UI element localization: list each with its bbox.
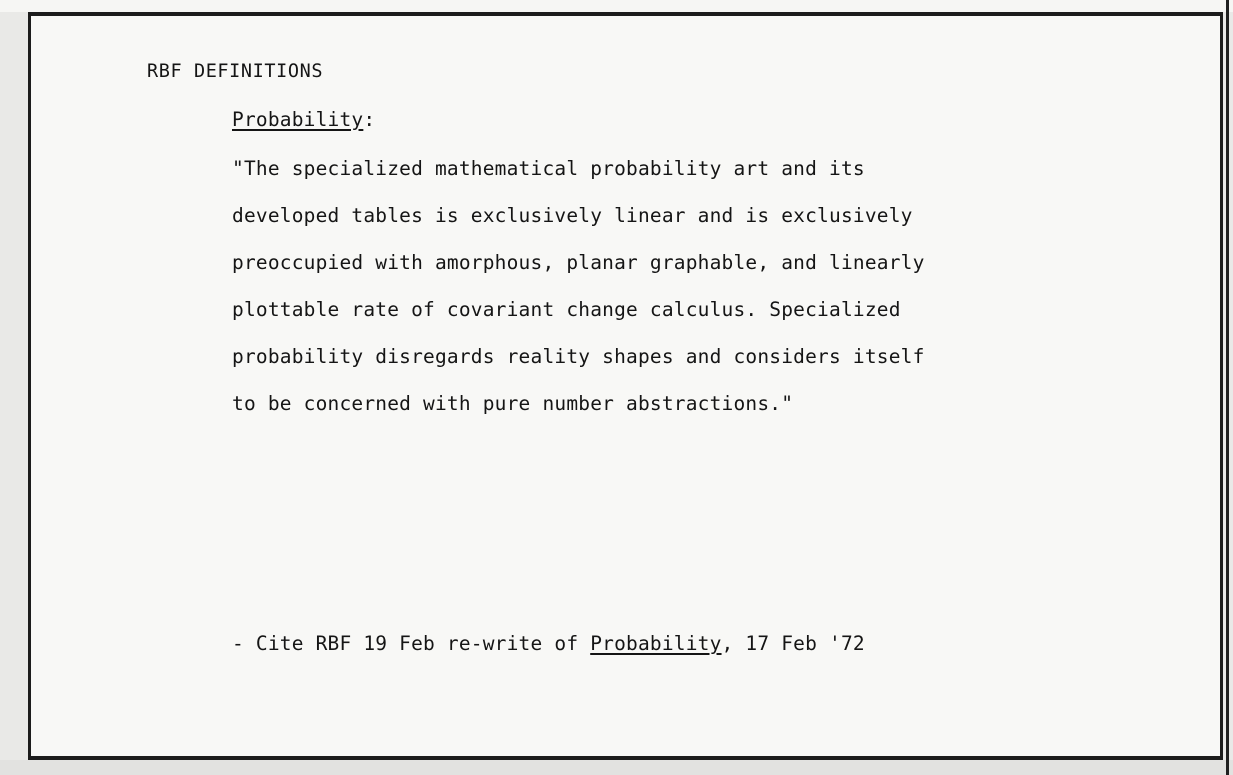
- scan-top-margin: [0, 0, 1233, 12]
- citation-title: Probability: [590, 632, 722, 655]
- quote-line: "The specialized mathematical probability art and its: [232, 157, 865, 180]
- scan-bottom-margin: [0, 760, 1233, 775]
- citation-suffix: , 17 Feb '72: [721, 632, 865, 655]
- definition-term-colon: :: [363, 108, 376, 131]
- definition-term: [232, 108, 375, 131]
- card-heading: RBF DEFINITIONS: [147, 61, 324, 82]
- card-right-edge: [1226, 0, 1229, 775]
- quote-line: developed tables is exclusively linear and is exclusively: [232, 204, 913, 227]
- citation-line: [232, 632, 865, 655]
- quote-line: to be concerned with pure number abstractions.": [232, 392, 794, 415]
- citation-prefix: - Cite RBF 19 Feb re-write of: [232, 632, 591, 655]
- index-card: [28, 12, 1223, 760]
- quote-line: probability disregards reality shapes and considers itself: [232, 345, 925, 368]
- quote-line: preoccupied with amorphous, planar graphable, and linearly: [232, 251, 925, 274]
- definition-term-label: Probability: [232, 108, 364, 131]
- quote-line: plottable rate of covariant change calculus. Specialized: [232, 298, 901, 321]
